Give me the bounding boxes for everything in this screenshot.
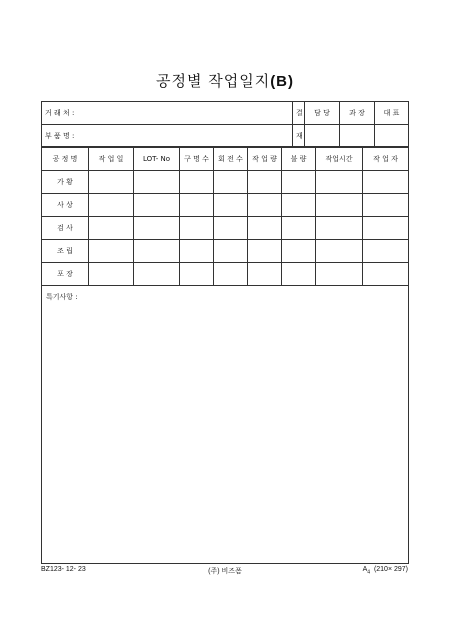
- approval-label-top: 결: [293, 102, 305, 125]
- table-row: [42, 194, 409, 217]
- table-cell[interactable]: [180, 217, 214, 240]
- table-cell[interactable]: [180, 240, 214, 263]
- paper-size-letter: A: [362, 566, 368, 573]
- table-cell[interactable]: [134, 171, 180, 194]
- remarks-row: [42, 286, 409, 564]
- table-cell[interactable]: [89, 194, 134, 217]
- client-field[interactable]: [42, 102, 293, 125]
- table-cell[interactable]: [134, 240, 180, 263]
- table-cell[interactable]: [316, 194, 363, 217]
- process-name: 포 장: [42, 263, 89, 286]
- table-cell[interactable]: [134, 194, 180, 217]
- signature-box-staff[interactable]: [305, 125, 340, 147]
- document-title-main: 공정별 작업일지: [155, 72, 271, 90]
- column-header: 작 업 량: [248, 148, 282, 171]
- table-cell[interactable]: [282, 240, 316, 263]
- part-name-field[interactable]: [42, 125, 293, 147]
- table-cell[interactable]: [363, 240, 409, 263]
- column-header: 불 량: [282, 148, 316, 171]
- table-cell[interactable]: [282, 171, 316, 194]
- column-header: 작업시간: [316, 148, 363, 171]
- table-cell[interactable]: [89, 240, 134, 263]
- table-cell[interactable]: [363, 194, 409, 217]
- document-title: [0, 70, 450, 91]
- signature-box-ceo[interactable]: [375, 125, 409, 147]
- table-cell[interactable]: [316, 263, 363, 286]
- client-label: 거 래 처 :: [45, 109, 75, 117]
- table-cell[interactable]: [363, 263, 409, 286]
- column-header: 작 업 자: [363, 148, 409, 171]
- process-log-table: [41, 147, 409, 564]
- document-title-suffix: (B): [270, 73, 295, 90]
- table-cell[interactable]: [282, 194, 316, 217]
- approval-role-manager: 과 장: [340, 102, 375, 125]
- table-cell[interactable]: [134, 217, 180, 240]
- table-cell[interactable]: [214, 240, 248, 263]
- column-header: 공 정 명: [42, 148, 89, 171]
- form-code: BZ123- 12- 23: [41, 566, 86, 573]
- column-header: 작 업 일: [89, 148, 134, 171]
- table-cell[interactable]: [282, 217, 316, 240]
- table-cell[interactable]: [214, 194, 248, 217]
- table-cell[interactable]: [134, 263, 180, 286]
- table-cell[interactable]: [248, 194, 282, 217]
- process-name: 조 립: [42, 240, 89, 263]
- table-cell[interactable]: [214, 263, 248, 286]
- process-name: 검 사: [42, 217, 89, 240]
- table-cell[interactable]: [89, 217, 134, 240]
- column-header: 구 명 수: [180, 148, 214, 171]
- table-cell[interactable]: [316, 240, 363, 263]
- process-name: 사 상: [42, 194, 89, 217]
- table-cell[interactable]: [248, 171, 282, 194]
- company-name: (주) 비즈폼: [208, 568, 242, 575]
- approval-label-bottom: 재: [293, 125, 305, 147]
- table-cell[interactable]: [214, 171, 248, 194]
- column-header: 회 전 수: [214, 148, 248, 171]
- process-name: 가 황: [42, 171, 89, 194]
- table-cell[interactable]: [214, 217, 248, 240]
- paper-size-subscript: 4: [367, 569, 371, 576]
- table-row: [42, 240, 409, 263]
- table-cell[interactable]: [248, 263, 282, 286]
- table-cell[interactable]: [89, 263, 134, 286]
- table-row: [42, 171, 409, 194]
- table-cell[interactable]: [248, 240, 282, 263]
- table-cell[interactable]: [89, 171, 134, 194]
- signature-box-manager[interactable]: [340, 125, 375, 147]
- remarks-label: 특기사항 :: [46, 293, 78, 301]
- table-cell[interactable]: [363, 217, 409, 240]
- part-name-label: 부 품 명 :: [45, 131, 75, 140]
- table-cell[interactable]: [180, 263, 214, 286]
- paper-size-dimensions: (210× 297): [373, 566, 408, 573]
- header-table: [41, 101, 409, 147]
- table-cell[interactable]: [316, 171, 363, 194]
- table-cell[interactable]: [180, 194, 214, 217]
- table-row: [42, 217, 409, 240]
- table-cell[interactable]: [282, 263, 316, 286]
- approval-role-staff: 담 당: [305, 102, 340, 125]
- table-cell[interactable]: [248, 217, 282, 240]
- table-cell[interactable]: [316, 217, 363, 240]
- table-row: [42, 263, 409, 286]
- column-header-row: [42, 148, 409, 171]
- remarks-area[interactable]: [42, 286, 409, 564]
- table-cell[interactable]: [180, 171, 214, 194]
- approval-role-ceo: 대 표: [375, 102, 409, 125]
- paper-size: [363, 566, 408, 575]
- table-cell[interactable]: [363, 171, 409, 194]
- column-header: LOT- No: [134, 148, 180, 171]
